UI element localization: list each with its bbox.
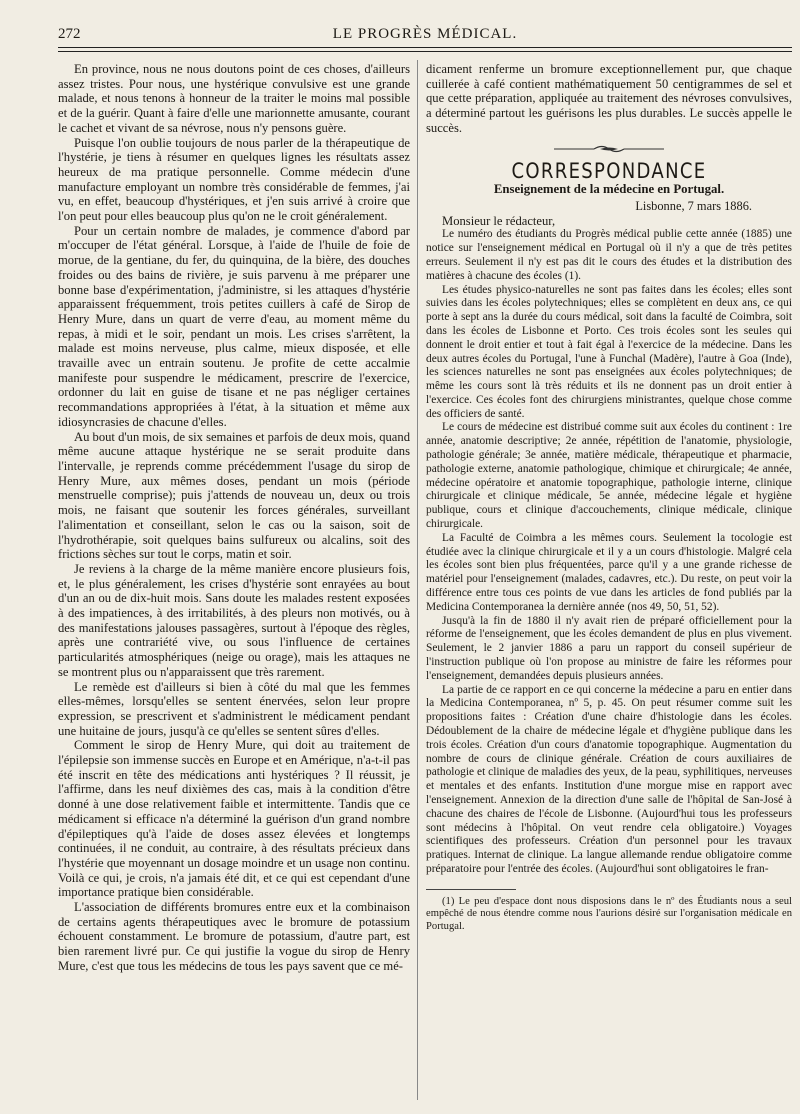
continuation-paragraph: dicament renferme un bromure exceptionnellement pur, que chaque cuillerée à café contient mathématiquement 50 centigrammes de sel et que cette préparation, appliquée au traitement des névroses convulsives, a déterminé partout les guérisons les plus durables. Le succès appelle le succès. bbox=[426, 62, 792, 135]
letter-body bbox=[426, 228, 792, 876]
left-column bbox=[58, 62, 410, 974]
page-number: 272 bbox=[58, 26, 81, 42]
letter-paragraph: Les études physico-naturelles ne sont pas faites dans les écoles; elles sont suivies dans les écoles polytechniques; elles se complètent en deux ans, ce qui porte à sept ans la durée du cours médical, soit dans la faculté de Coimbra, soit dans les écoles de Lisbonne et Porto. Ces trois écoles sont les seules qui donnent le droit entier et tout à fait égal à l'exercice de la médecine. Dans les deux autres écoles du Portugal, l'une à Funchal (Madère), l'autre à Goa (Inde), les sciences naturelles ne sont pas enseignées aux écoles polytechniques; de même les cours sont là très réduits et ils ne donnent pas un droit entier à l'exercice. Ces écoles font des chirurgiens ministrantes, quelque chose comme des officiers de santé. bbox=[426, 283, 792, 420]
body-paragraph: L'association de différents bromures entre eux et la combinaison de certains agents thérapeutiques avec le bromure de potassium échouent constamment. Le bromure de potassium, d'autre part, est bien rarement livré pur. Ce qui justifie la vogue du sirop de Henry Mure, c'est que tous les médecins de tous les pays savent que ce mé- bbox=[58, 900, 410, 973]
letter-paragraph: Jusqu'à la fin de 1880 il n'y avait rien de préparé officiellement pour la réforme de l'enseignement, que les écoles demandent de plus en plus vivement. Seulement, le 2 janvier 1886 a paru un rapport du conseil supérieur de l'instruction publique où l'on propose au ministre de faire les réformes pour l'enseignement, demandées depuis plusieurs années. bbox=[426, 614, 792, 682]
letter-paragraph: La partie de ce rapport en ce qui concerne la médecine a paru en entier dans la Medicina Contemporanea, nº 5, p. 45. On peut résumer comme suit les propositions faites : Création d'une chaire d'histologie dans les écoles. Dédoublement de la chaire de médecine légale et d'hygiène publique dans les trois écoles. Création d'un cours d'anatomie topographique. Augmentation du nombre de cours de clinique générale. Création de cours auxiliaires de pathologie et clinique de maladies des yeux, de la peau, syphilitiques, nerveuses et mentales et des enfants. Institution d'une morgue mise en rapport avec l'enseignement. Annexion de la direction d'une salle de l'hôpital de San-José à chacune des chaires de l'école de Lisbonne. (Aujourd'hui tous les professeurs sont médecins à l'hôpital. On veut rendre cela obligatoire.) Voyages scientifiques des professeurs. Création d'un personnel pour les travaux pratiques. Internat de clinique. La langue allemande rendue obligatoire comme préparatoire pour l'entrée des écoles. (Aujourd'hui sont obligatoires le fran- bbox=[426, 683, 792, 875]
body-paragraph: Au bout d'un mois, de six semaines et parfois de deux mois, quand même aucune attaque hystérique ne se serait produite dans l'intervalle, je reprends comme précédemment l'usage du sirop de Henry Mure, aux mêmes doses, pendant un mois (période menstruelle comprise); puis j'attends de nouveau un, deux ou trois mois, ne faisant que soutenir les forces générales, surveillant l'alimentation et conseillant, selon le cas ou la saison, soit de l'hydrothérapie, soit quelques bains sulfureux ou alcalins, soit des frictions sèches sur tout le corps, matin et soir. bbox=[58, 429, 410, 562]
page-header bbox=[58, 22, 792, 46]
body-paragraph: Le remède est d'ailleurs si bien à côté du mal que les femmes elles-mêmes, lorsqu'elles se sentent énervées, selon leur propre expression, se prescrivent et s'administrent le médicament pendant une huitaine de jours, jusqu'à ce qu'elles se sentent sûres d'elles. bbox=[58, 679, 410, 738]
letter-paragraph: Le cours de médecine est distribué comme suit aux écoles du continent : 1re année, anatomie descriptive; 2e année, répétition de l'anatomie, physiologie, pathologie générale; 3e année, matière médicale, thérapeutique et pharmacie, pathologie externe, anatomie pathologique, chimique et chirurgicale; 4e année, médecine opératoire et anatomie topographique, pathologie interne, clinique chirurgicale et clinique médicale, 5e année, médecine légale et hygiène publique, cours et clinique d'accouchements, clinique médicale, clinique chirurgicale. bbox=[426, 421, 792, 531]
dateline: Lisbonne, 7 mars 1886. bbox=[635, 198, 752, 213]
running-title: LE PROGRÈS MÉDICAL. bbox=[332, 26, 518, 42]
column-divider bbox=[417, 60, 418, 1100]
letter-paragraph: Le numéro des étudiants du Progrès médical publie cette année (1885) une notice sur l'enseignement médical en Portugal où il n'y a que de très petites erreurs. Seulement il n'y est pas dit le cours des études et la distribution des matières à chacune des écoles (1). bbox=[426, 228, 792, 282]
body-paragraph: Pour un certain nombre de malades, je commence d'abord par m'occuper de l'état général. Lorsque, à l'aide de l'huile de foie de morue, de la gentiane, du fer, du quinquina, de la bière, des douches froides ou des bains de rivière, je suis parvenu à me préparer une bonne base d'expérimentation, j'administre, si les attaques d'hystérie apparaissent fréquemment, trois petites cuillers à café de Sirop de Henry Mure, dans un quart de verre d'eau, au moment même du repas, à midi et le soir, pendant un mois. Les crises s'arrêtent, la malade est moins nerveuse, plus calme, mieux disposée, et elle travaille avec un entrain soutenu. Je profite de cette accalmie manifeste pour suspendre le médicament, prescrire de l'exercice, ordonner du lait en guise de tisane et ne pas négliger certaines recommandations appropriées à l'état, à la situation et même aux idiosyncrasies de chacune d'elles. bbox=[58, 223, 410, 429]
header-rule-thin bbox=[58, 51, 792, 52]
body-paragraph: Je reviens à la charge de la même manière encore plusieurs fois, et, le plus généralement, les crises d'hystérie sont enrayées au bout d'un an ou de dix-huit mois. Sans doute les malades restent exposées à des impatiences, à des irritabilités, à des pleurs non motivés, ou à des manifestations jalouses passagères, surtout à l'époque des règles, après une contrariété vive, ou sous l'influence de certaines particularités atmosphériques (neige ou orage), mais les attaques ne se montrent plus ou n'apparaissent que très rarement. bbox=[58, 561, 410, 679]
body-paragraph: En province, nous ne nous doutons point de ces choses, d'ailleurs assez tristes. Pour nous, une hystérique convulsive est une grande malade, et nous tenons à honneur de la traiter le moins mal possible et de la guérir. Quant à faire d'elle une marionnette amusante, courant le cachet et vivant de sa névrose, nous n'y pensons guère. bbox=[58, 62, 410, 135]
footnote: (1) Le peu d'espace dont nous disposions dans le nº des Étudiants nous a seul empêché de nous étendre comme nous l'aurions désiré sur l'organisation médicale en Portugal. bbox=[426, 895, 792, 932]
letter-paragraph: La Faculté de Coimbra a les mêmes cours. Seulement la tocologie est étudiée avec la clinique chirurgicale et il y a un cours d'histologie. Malgré cela les écoles sont bien plus fréquentées, parce qu'il y a une grande richesse de matériel pour l'enseignement (malades, cadavres, etc.). Du reste, on peut voir la différence entre tous ces points de vue dans les articles de fond publiés par la Medicina Contemporanea la dernière année (nos 49, 50, 51, 52). bbox=[426, 531, 792, 613]
body-paragraph: Comment le sirop de Henry Mure, qui doit au traitement de l'épilepsie son immense succès en Europe et en Amérique, n'a-t-il pas été inscrit en tête des médications anti hystériques ? Il réussit, je l'affirme, dans les neuf dixièmes des cas, mais à la condition d'être donné à une dose relativement faible et intermittente. Tandis que ce médicament si efficace n'a déterminé la guérison d'un grand nombre d'épileptiques qu'à l'aide de doses assez élevées et longtemps continuées, il ne conduit, au contraire, à des résultats précieux dans l'hystérie que moyennant un dosage moindre et un usage non continu. Voilà ce qui, je crois, n'a jamais été dit, et ce qui est cependant d'une importance pratique bien considérable. bbox=[58, 738, 410, 900]
footnote-rule bbox=[426, 889, 516, 890]
section-title: CORRESPONDANCE bbox=[511, 158, 707, 183]
header-rule bbox=[58, 47, 792, 48]
salutation: Monsieur le rédacteur, bbox=[442, 213, 556, 228]
body-paragraph: Puisque l'on oublie toujours de nous parler de la thérapeutique de l'hystérie, je tiens à résumer en quelques lignes les résultats assez heureux de ma pratique personnelle. Comme médecin d'une manufacture employant un nombre très considérable de femmes, j'ai vu, en effet, beaucoup d'hystériques, et j'en suis arrivé à croire que l'on peut pour elles beaucoup plus qu'on ne le croit généralement. bbox=[58, 135, 410, 224]
article-subheading: Enseignement de la médecine en Portugal. bbox=[493, 182, 725, 197]
right-column bbox=[426, 62, 792, 934]
